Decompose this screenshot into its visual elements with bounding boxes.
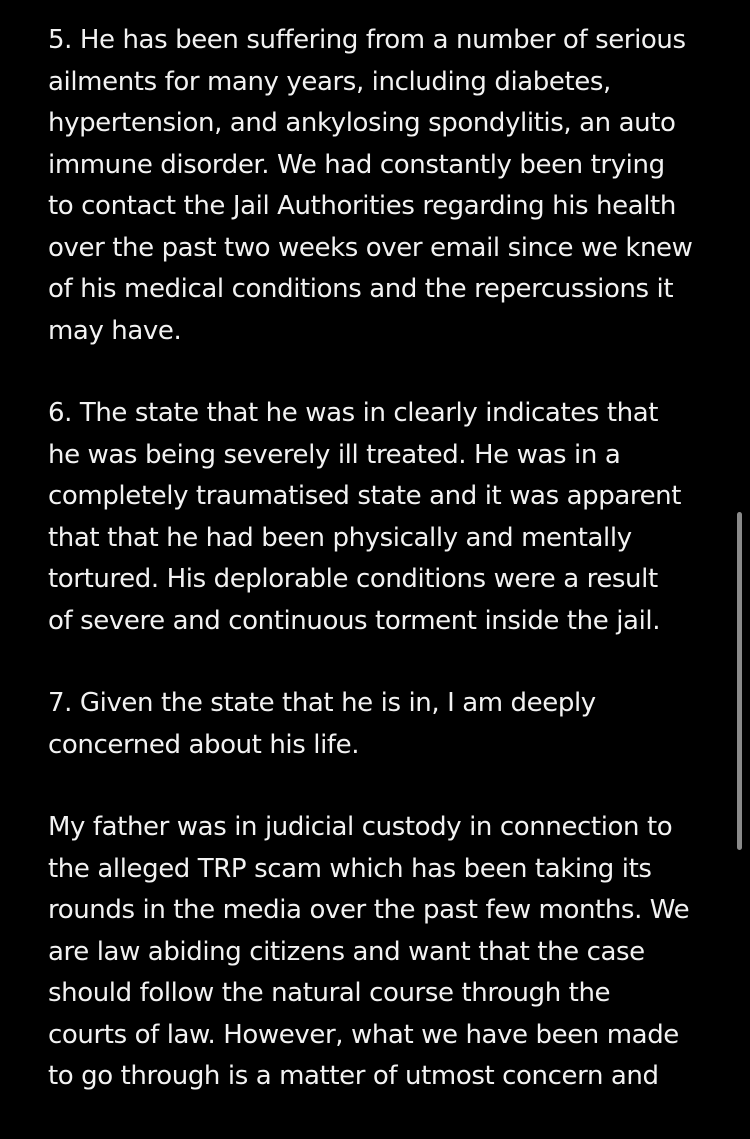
text-line: My father was in judicial custody in connection to — [48, 812, 673, 842]
text-line: the alleged TRP scam which has been taking its — [48, 853, 652, 884]
text-line: 7. Given the state that he is in, I am deeply — [48, 688, 596, 718]
text-line: of his medical conditions and the repercussions it — [48, 274, 674, 304]
text-line: should follow the natural course through the — [48, 978, 611, 1008]
paragraph-5 — [48, 20, 718, 352]
text-line: tortured. His deplorable conditions were a result — [48, 564, 658, 594]
text-line: courts of law. However, what we have been made — [48, 1019, 679, 1050]
document-text — [48, 20, 718, 1139]
paragraph-father — [48, 807, 718, 1098]
text-line: that that he had been physically and mentally — [48, 522, 632, 553]
text-line: 5. He has been suffering from a number of serious — [48, 25, 686, 55]
text-line: to go through is a matter of utmost concern and — [48, 1061, 659, 1091]
text-line: concerned about his life. — [48, 729, 360, 760]
text-line: ailments for many years, including diabetes, — [48, 66, 611, 97]
paragraph-7 — [48, 683, 718, 766]
text-line: may have. — [48, 315, 182, 346]
text-line: 6. The state that he was in clearly indicates that — [48, 398, 659, 428]
text-line: immune disorder. We had constantly been trying — [48, 149, 665, 180]
text-line: hypertension, and ankylosing spondylitis, an auto — [48, 108, 676, 138]
vertical-scrollbar[interactable] — [737, 512, 742, 850]
text-line: completely traumatised state and it was apparent — [48, 481, 682, 511]
text-line: rounds in the media over the past few months. We — [48, 895, 690, 925]
text-line: over the past two weeks over email since we knew — [48, 232, 693, 263]
text-line: of severe and continuous torment inside the jail. — [48, 605, 661, 636]
text-line: to contact the Jail Authorities regarding his health — [48, 191, 676, 221]
text-line: are law abiding citizens and want that the case — [48, 936, 645, 967]
paragraph-6 — [48, 393, 718, 642]
text-line: he was being severely ill treated. He was in a — [48, 439, 621, 470]
